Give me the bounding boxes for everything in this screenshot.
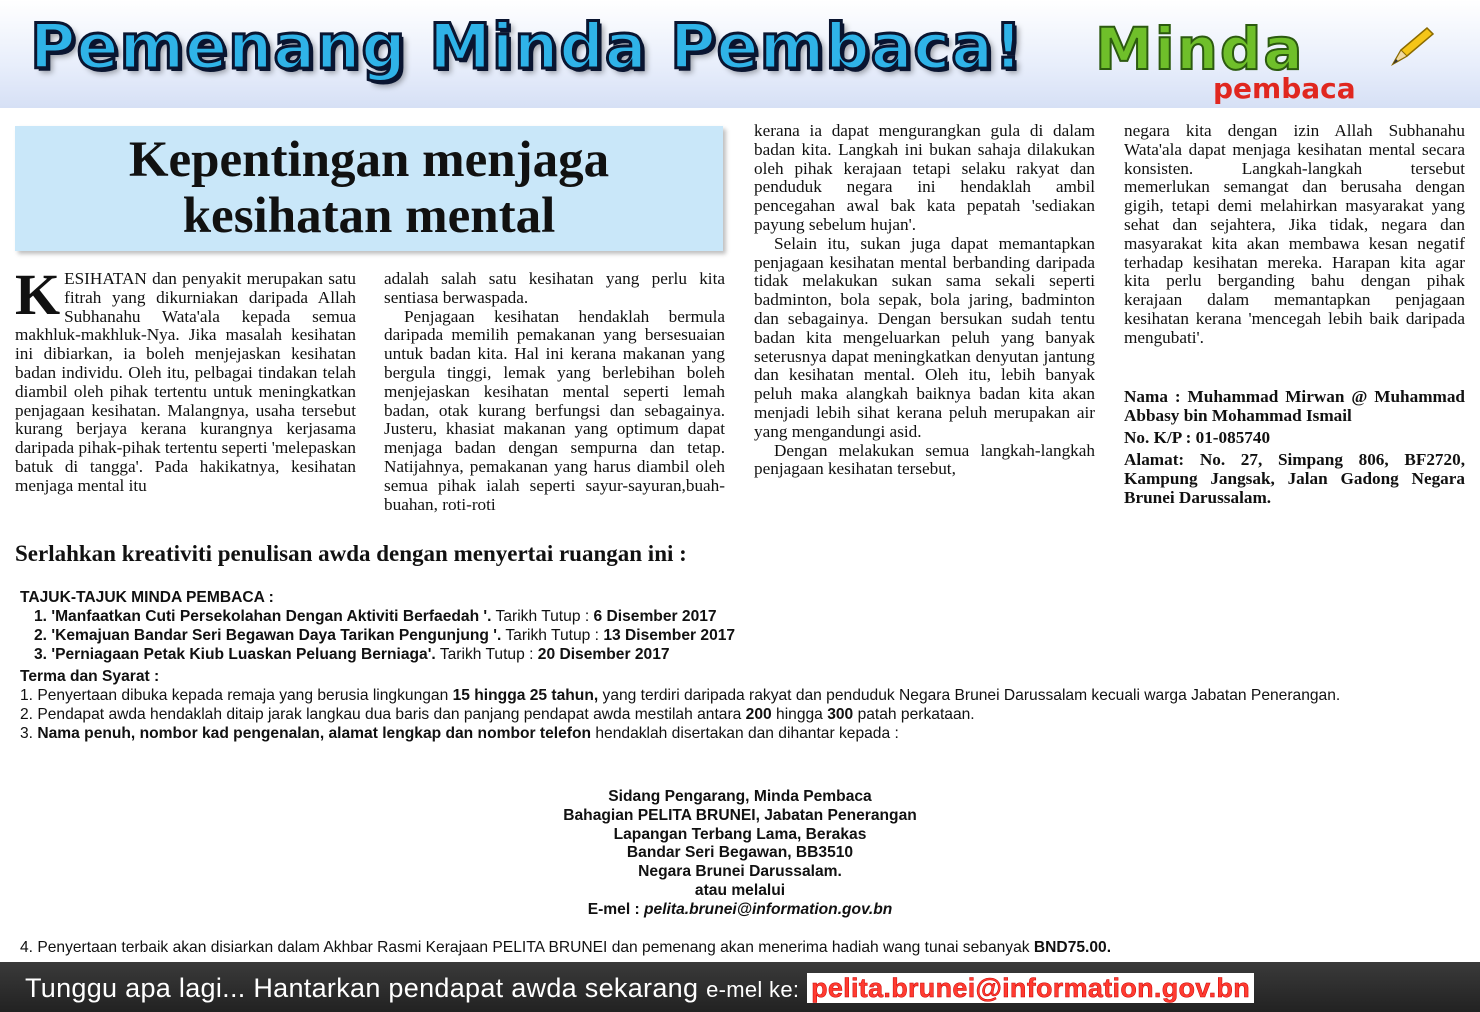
list-item — [34, 645, 1480, 664]
topics-list — [20, 607, 1480, 664]
article-column-3 — [754, 122, 1095, 479]
closing-label: Tarikh Tutup : — [495, 608, 590, 625]
term-1: 1. Penyertaan dibuka kepada remaja yang berusia lingkungan 15 hingga 25 tahun, yang terdiri daripada rakyat dan penduduk Negara Brunei Darussalam kecuali warga Jabatan Penerangan. — [20, 687, 1341, 704]
logo-main-text: Minda — [1095, 15, 1305, 83]
topic-title: 'Manfaatkan Cuti Persekolahan Dengan Aktiviti Berfaedah '. — [51, 608, 492, 625]
topic-title: 'Perniagaan Petak Kiub Luaskan Peluang Berniaga'. — [51, 646, 436, 663]
footer-email-label: e-mel ke: — [706, 977, 800, 1002]
article-column-2 — [384, 270, 725, 514]
footer-message: Tunggu apa lagi... Hantarkan pendapat awda sekarang — [25, 973, 699, 1003]
article-paragraph: Selain itu, sukan juga dapat memantapkan penjagaan kesihatan mental berbanding daripada tidak melakukan sukan sama sekali seperti badminton, bola sepak, bola jaring, badminton dan sebagainya. Dengan bersukan sudah tentu badan kita mengeluarkan peluh yang banyak seterusnya dapat meningkatkan denyutan jantung dan kesihatan mental. Oleh itu, lebih banyak peluh maka alangkah baiknya badan kita akan menjadi lebih sihat kerana peluh merupakan air yang mengandungi asid. — [754, 233, 1095, 441]
footer-text — [25, 972, 1254, 1006]
closing-date: 20 Disember 2017 — [537, 646, 670, 663]
article-column-1 — [15, 262, 356, 496]
article-title — [15, 132, 723, 244]
mailing-address — [0, 788, 1480, 920]
address-line: Sidang Pengarang, Minda Pembaca — [608, 788, 872, 805]
article-paragraph: Penjagaan kesihatan hendaklah bermula daripada memilih pemakanan yang bersesuaian untuk badan kita. Hal ini kerana makanan yang bergula tinggi, lemak yang berlebihan boleh menjejaskan kesihatan mental seperti lemah badan, otak kurang berfungsi dan sebagainya. Justeru, khasiat makanan yang optimum dapat menjaga badan dengan sempurna dan tetap. Natijahnya, pemakanan yang harus diambil oleh semua pihak ialah seperti sayur-sayuran,buah-buahan, roti-roti — [384, 306, 725, 514]
article-paragraph: Dengan melakukan semua langkah-langkah penjagaan kesihatan tersebut, — [754, 440, 1095, 479]
paragraph-text: ESIHATAN dan penyakit merupakan satu fitrah yang dikurniakan daripada Allah Subhanahu Wata'ala kepada semua makhluk-makhluk-Nya. Jika masalah kesihatan ini dibiarkan, ia boleh menjejaskan kesihatan badan individu. Oleh itu, pelbagai tindakan telah diambil oleh pihak tertentu untuk meningkatkan penjagaan kesihatan. Malangnya, usaha tersebut kurang berjaya kerana kurangnya kerjasama daripada pihak-pihak tertentu seperti 'melepaskan batuk di tangga'. Pada hakikatnya, kesihatan menjaga mental itu — [15, 269, 356, 495]
email-link[interactable]: pelita.brunei@information.gov.bn — [644, 900, 893, 918]
drop-cap: K — [15, 262, 61, 327]
topic-title: 'Kemajuan Bandar Seri Begawan Daya Tarikan Pengunjung '. — [51, 627, 502, 644]
cta-heading: Serlahkan kreativiti penulisan awda dengan menyertai ruangan ini : — [15, 541, 687, 566]
author-name: Nama : Muhammad Mirwan @ Muhammad Abbasy bin Mohammad Ismail — [1124, 387, 1465, 425]
address-line: Bahagian PELITA BRUNEI, Jabatan Penerangan — [563, 806, 917, 824]
list-item — [34, 607, 1480, 626]
article-title-line2: kesihatan mental — [182, 188, 556, 244]
email-label: E-mel : — [587, 900, 640, 918]
footer-email-link[interactable]: pelita.brunei@information.gov.bn — [807, 973, 1254, 1003]
article-title-box — [15, 126, 723, 251]
header-banner — [0, 0, 1480, 108]
article-paragraph: negara kita dengan izin Allah Subhanahu Wata'ala dapat menjaga kesihatan mental secara konsisten. Langkah-langkah tersebut memerlukan semangat dan berusaha dengan gigih, tetapi demi melahirkan masyarakat yang sehat dan sejahtera, Jika tidak, negara dan masyarakat kita akan membawa kesan negatif terhadap kesihatan mereka. Harapan kita agar kita perlu berganding bahu dengan pihak kerajaan dalam memantapkan penjagaan kesihatan kerana 'mencegah lebih baik daripada mengubati'. — [1124, 121, 1465, 347]
closing-date: 13 Disember 2017 — [603, 627, 736, 644]
topic-number: 3. — [34, 646, 48, 663]
term-3: 3. Nama penuh, nombor kad pengenalan, alamat lengkap dan nombor telefon hendaklah disertakan dan dihantar kepada : — [20, 725, 899, 742]
author-ic: No. K/P : 01-085740 — [1124, 428, 1271, 447]
author-info — [1124, 387, 1465, 510]
article-paragraph — [15, 262, 356, 496]
closing-label: Tarikh Tutup : — [505, 627, 599, 644]
article-title-line1: Kepentingan menjaga — [128, 132, 610, 188]
address-line: Negara Brunei Darussalam. — [638, 863, 842, 881]
footer-strip — [0, 962, 1480, 1012]
address-line: atau melalui — [694, 881, 786, 899]
author-address: Alamat: No. 27, Simpang 806, BF2720, Kampung Jangsak, Jalan Gadong Negara Brunei Darussalam. — [1124, 450, 1465, 507]
term-2: 2. Pendapat awda hendaklah ditaip jarak langkau dua baris dan panjang pendapat awda mestilah antara 200 hingga 300 patah perkataan. — [20, 706, 975, 723]
article-paragraph: adalah salah satu kesihatan yang perlu kita sentiasa berwaspada. — [384, 269, 725, 307]
pencil-icon — [1387, 20, 1437, 70]
address-line: Lapangan Terbang Lama, Berakas — [613, 825, 867, 843]
topic-number: 1. — [34, 608, 48, 625]
article-paragraph: kerana ia dapat mengurangkan gula di dalam badan kita. Langkah ini bukan sahaja dilakukan oleh pihak kerajaan tetapi selaku rakyat dan penduduk negara ini hendaklah ambil pencegahan awal bak kata pepatah 'sediakan payung sebelum hujan'. — [754, 121, 1095, 234]
closing-date: 6 Disember 2017 — [593, 608, 717, 625]
topic-number: 2. — [34, 627, 48, 644]
list-item — [34, 626, 1480, 645]
banner-title: Pemenang Minda Pembaca! — [30, 10, 1024, 83]
terms-heading: Terma dan Syarat : — [20, 668, 160, 685]
topics-and-terms — [20, 588, 1480, 743]
address-line: Bandar Seri Begawan, BB3510 — [626, 844, 854, 862]
term-4: 4. Penyertaan terbaik akan disiarkan dalam Akhbar Rasmi Kerajaan PELITA BRUNEI dan pemenang akan menerima hadiah wang tunai sebanyak BND75.00. — [20, 939, 1112, 956]
closing-label: Tarikh Tutup : — [439, 646, 534, 663]
article-column-4 — [1124, 122, 1465, 348]
minda-pembaca-logo — [1095, 15, 1455, 105]
topics-heading: TAJUK-TAJUK MINDA PEMBACA : — [20, 589, 274, 606]
email-line — [0, 901, 1480, 920]
logo-sub-text: pembaca — [1213, 72, 1356, 105]
